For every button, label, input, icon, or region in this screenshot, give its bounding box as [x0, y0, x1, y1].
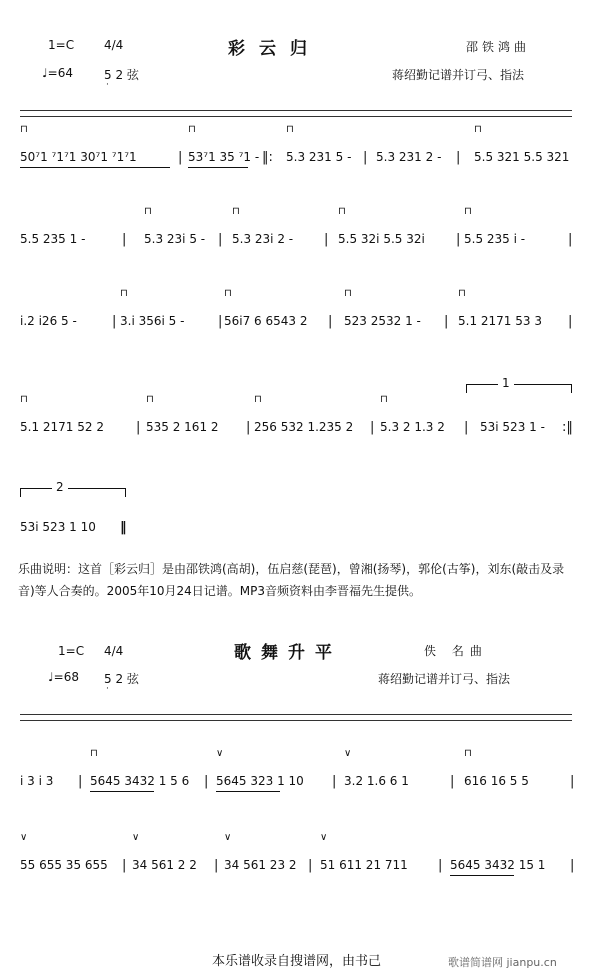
bow-mark: ⊓ — [344, 288, 352, 299]
measure: 616 16 5 5 — [464, 774, 529, 788]
song2-low-dot: · — [106, 684, 109, 694]
measure: 53⁷1 35 ⁷1 - — [188, 150, 260, 164]
footer-source: 本乐谱收录自搜谱网，由书己 — [212, 954, 382, 969]
measure: 5.3 2 1.3 2 — [380, 420, 445, 434]
song1-time-signature: 4/4 — [104, 38, 124, 52]
song1-key: 1=C — [48, 38, 75, 52]
barline: | — [308, 858, 313, 873]
barline: | — [444, 314, 449, 329]
repeat-start: ‖: — [262, 150, 273, 165]
barline: | — [370, 420, 375, 435]
bow-mark: ⊓ — [338, 206, 346, 217]
bow-mark: ⊓ — [232, 206, 240, 217]
measure: 53i 523 1 10 — [20, 520, 96, 534]
song2-key: 1=C — [58, 644, 85, 658]
measure: 3.i 356i 5 - — [120, 314, 185, 328]
measure: 50⁷1 ⁷1⁷1 30⁷1 ⁷1⁷1 — [20, 150, 137, 164]
measure: 56i7 6 6543 2 — [224, 314, 308, 328]
bow-mark: ⊓ — [464, 748, 472, 759]
barline: | — [112, 314, 117, 329]
bow-mark: ∨ — [216, 748, 224, 759]
bow-mark: ⊓ — [380, 394, 388, 405]
measure: 256 532 1.235 2 — [254, 420, 354, 434]
measure: 5.5 321 5.5 321 — [474, 150, 570, 164]
measure: i 3 i 3 — [20, 774, 54, 788]
barline: | — [328, 314, 333, 329]
measure: 5645 3432 1 5 6 — [90, 774, 190, 788]
measure: 5.3 23i 5 - — [144, 232, 206, 246]
barline: | — [456, 232, 461, 247]
bow-mark: ⊓ — [146, 394, 154, 405]
song2-strings: 5 2 弦 — [104, 672, 139, 686]
bow-mark: ∨ — [320, 832, 328, 843]
barline: | — [214, 858, 219, 873]
barline: | — [568, 314, 573, 329]
bow-mark: ∨ — [20, 832, 28, 843]
barline: | — [246, 420, 251, 435]
measure: 3.2 1.6 6 1 — [344, 774, 409, 788]
barline: | — [438, 858, 443, 873]
barline: | — [218, 232, 223, 247]
barline: | — [456, 150, 461, 165]
bow-mark: ⊓ — [464, 206, 472, 217]
song2-composer: 佚 名曲 — [424, 644, 488, 658]
song2-row-1 — [18, 748, 578, 814]
bow-mark: ⊓ — [20, 124, 28, 135]
bow-mark: ⊓ — [254, 394, 262, 405]
measure: i.2 i26 5 - — [20, 314, 77, 328]
bow-mark: ∨ — [344, 748, 352, 759]
volta-1-bracket — [466, 384, 572, 393]
bow-mark: ⊓ — [458, 288, 466, 299]
bow-mark: ⊓ — [20, 394, 28, 405]
measure: 523 2532 1 - — [344, 314, 421, 328]
bow-mark: ⊓ — [286, 124, 294, 135]
barline: | — [122, 858, 127, 873]
song1-arranger: 蒋绍勤记谱并订弓、指法 — [392, 68, 525, 82]
song1-tempo: ♩=64 — [42, 66, 73, 80]
barline: | — [464, 420, 469, 435]
barline: | — [136, 420, 141, 435]
bow-mark: ⊓ — [224, 288, 232, 299]
song2-separator — [20, 714, 572, 721]
song2-row-2 — [18, 832, 578, 898]
measure: 51 611 21 711 — [320, 858, 408, 872]
volta-2-bracket — [20, 488, 126, 497]
final-barline: ‖ — [120, 520, 127, 535]
bow-mark: ⊓ — [474, 124, 482, 135]
bow-mark: ⊓ — [120, 288, 128, 299]
barline: | — [78, 774, 83, 789]
song1-low-dot: · — [106, 80, 109, 90]
bow-mark: ⊓ — [188, 124, 196, 135]
measure: 5.5 235 i - — [464, 232, 526, 246]
measure: 5.1 2171 52 2 — [20, 420, 104, 434]
barline: | — [570, 858, 575, 873]
song2-time-signature: 4/4 — [104, 644, 124, 658]
bow-mark: ⊓ — [90, 748, 98, 759]
measure: 5645 323 1 10 — [216, 774, 304, 788]
measure: 5.5 235 1 - — [20, 232, 86, 246]
barline: | — [204, 774, 209, 789]
bow-mark: ∨ — [132, 832, 140, 843]
measure: 34 561 23 2 — [224, 858, 297, 872]
barline: | — [568, 232, 573, 247]
bow-mark: ∨ — [224, 832, 232, 843]
barline: | — [122, 232, 127, 247]
measure: 5645 3432 15 1 — [450, 858, 546, 872]
volta-2-label: 2 — [52, 480, 68, 494]
song2-title: 歌舞升平 — [234, 643, 342, 663]
song1-row-2 — [18, 206, 578, 272]
song1-description: 乐曲说明：这首［彩云归］是由邵铁鸿(高胡)，伍启慈(琵琶)，曾湘(扬琴)，郭伦(古筝)，刘东(敲击及录音)等人合奏的。2005年10月24日记谱。MP3音频资料由李晋福先生提供。 — [18, 562, 565, 598]
song2-tempo: ♩=68 — [48, 670, 79, 684]
song1-row-3 — [18, 288, 578, 354]
song1-composer: 邵铁鸿曲 — [466, 40, 531, 54]
barline: | — [332, 774, 337, 789]
volta-1-label: 1 — [498, 376, 514, 390]
measure: 5.5 32i 5.5 32i — [338, 232, 425, 246]
repeat-end: :‖ — [562, 420, 573, 435]
measure: 535 2 161 2 — [146, 420, 219, 434]
measure: 34 561 2 2 — [132, 858, 197, 872]
song1-separator — [20, 110, 572, 117]
barline: | — [178, 150, 183, 165]
bow-mark: ⊓ — [144, 206, 152, 217]
song1-row-5 — [18, 520, 578, 560]
footer-watermark: 歌谱简谱网 jianpu.cn — [448, 956, 557, 969]
measure: 5.3 23i 2 - — [232, 232, 294, 246]
barline: | — [324, 232, 329, 247]
measure: 55 655 35 655 — [20, 858, 108, 872]
song1-row-1 — [18, 124, 578, 190]
measure: 53i 523 1 - — [480, 420, 545, 434]
song2-arranger: 蒋绍勤记谱并订弓、指法 — [378, 672, 511, 686]
barline: | — [218, 314, 223, 329]
song1-title: 彩云归 — [228, 39, 321, 59]
measure: 5.3 231 2 - — [376, 150, 442, 164]
song1-strings: 5 2 弦 — [104, 68, 139, 82]
barline: | — [450, 774, 455, 789]
barline: | — [363, 150, 368, 165]
barline: | — [570, 774, 575, 789]
song1-row-4 — [18, 394, 578, 460]
measure: 5.1 2171 53 3 — [458, 314, 542, 328]
measure: 5.3 231 5 - — [286, 150, 352, 164]
